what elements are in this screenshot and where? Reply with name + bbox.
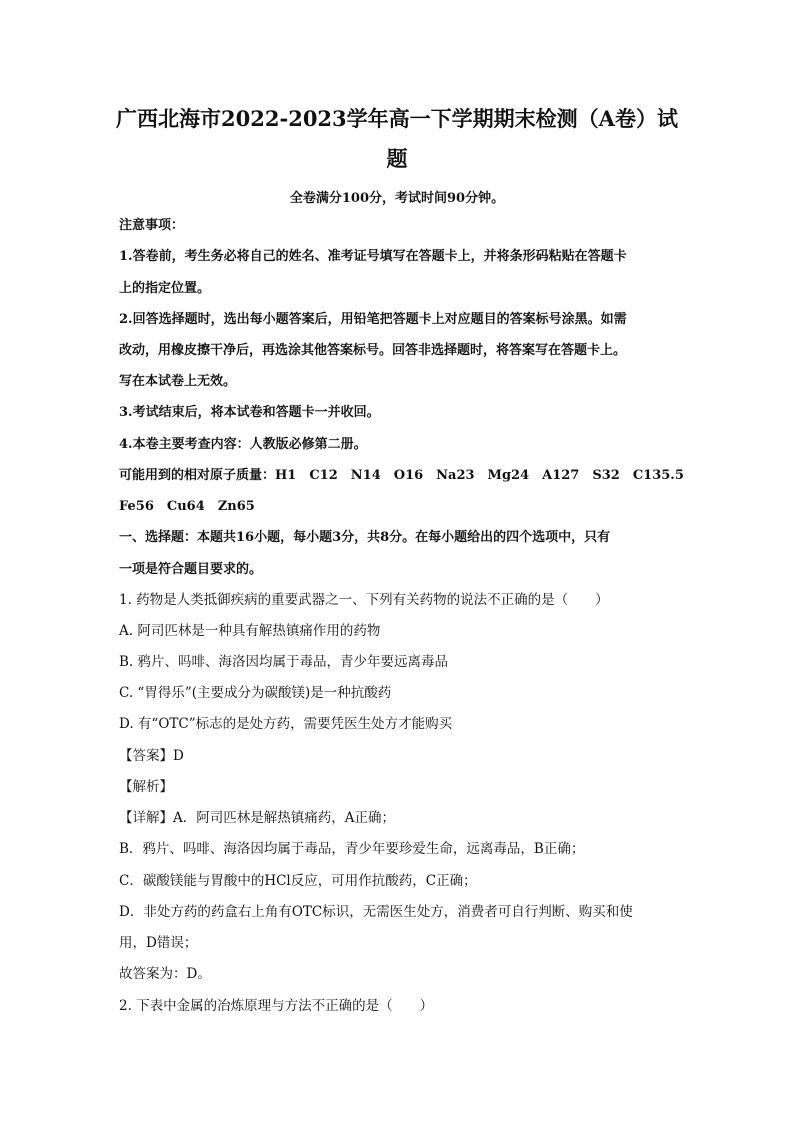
exam-subtitle: 全卷满分100分，考试时间90分钟。 bbox=[289, 191, 505, 206]
notes-heading: 注意事项： bbox=[119, 218, 185, 233]
question-2-stem: 2. 下表中金属的冶炼原理与方法不正确的是（ ） bbox=[119, 998, 434, 1014]
section-1-heading-line-1: 一、选择题：本题共16小题，每小题3分，共8分。在每小题给出的四个选项中，只有 bbox=[119, 530, 611, 545]
note-4: 4.本卷主要考查内容：人教版必修第二册。 bbox=[119, 437, 367, 452]
question-1-option-c: C. “胃得乐”(主要成分为碳酸镁)是一种抗酸药 bbox=[119, 685, 392, 701]
note-2-line-2: 改动，用橡皮擦干净后，再选涂其他答案标号。回答非选择题时，将答案写在答题卡上。 bbox=[119, 343, 627, 358]
question-1-stem: 1. 药物是人类抵御疾病的重要武器之一、下列有关药物的说法不正确的是（ ） bbox=[119, 592, 609, 608]
question-1-detail-a: 【详解】A．阿司匹林是解热镇痛药，A正确； bbox=[119, 810, 395, 826]
section-1-heading-line-2: 一项是符合题目要求的。 bbox=[119, 562, 263, 577]
question-1-detail-c: C．碳酸镁能与胃酸中的HCl反应，可用作抗酸药，C正确； bbox=[119, 873, 477, 889]
note-2-line-3: 写在本试卷上无效。 bbox=[119, 374, 237, 389]
atomic-masses-line-1: 可能用到的相对原子质量：H1 C12 N14 O16 Na23 Mg24 A127 S32 C135.5 bbox=[119, 468, 684, 483]
note-1-line-2: 上的指定位置。 bbox=[119, 281, 211, 296]
question-1-analysis-heading: 【解析】 bbox=[119, 779, 173, 795]
question-1-detail-d-line-2: 用，D错误； bbox=[119, 935, 198, 951]
note-1-line-1: 1.答卷前，考生务必将自己的姓名、准考证号填写在答题卡上，并将条形码粘贴在答题卡 bbox=[119, 249, 627, 264]
question-1-option-a: A. 阿司匹林是一种具有解热镇痛作用的药物 bbox=[119, 623, 381, 639]
note-3: 3.考试结束后，将本试卷和答题卡一并收回。 bbox=[119, 405, 380, 420]
exam-title-line-2: 题 bbox=[386, 146, 408, 171]
question-1-option-b: B. 鸦片、吗啡、海洛因均属于毒品，青少年要远离毒品 bbox=[119, 654, 449, 670]
question-1-answer: 【答案】D bbox=[119, 748, 184, 764]
question-1-detail-d-line-1: D．非处方药的药盒右上角有OTC标识，无需医生处方，消费者可自行判断、购买和使 bbox=[119, 904, 633, 920]
question-1-conclusion: 故答案为：D。 bbox=[119, 966, 211, 982]
note-2-line-1: 2.回答选择题时，选出每小题答案后，用铅笔把答题卡上对应题目的答案标号涂黑。如需 bbox=[119, 312, 627, 327]
question-1-option-d: D. 有“OTC”标志的是处方药，需要凭医生处方才能购买 bbox=[119, 716, 453, 732]
question-1-detail-b: B．鸦片、吗啡、海洛因均属于毒品，青少年要珍爱生命，远离毒品，B正确； bbox=[119, 841, 585, 857]
atomic-masses-line-2: Fe56 Cu64 Zn65 bbox=[119, 499, 255, 514]
exam-title-line-1: 广西北海市2022-2023学年高一下学期期末检测（A卷）试 bbox=[116, 106, 678, 131]
